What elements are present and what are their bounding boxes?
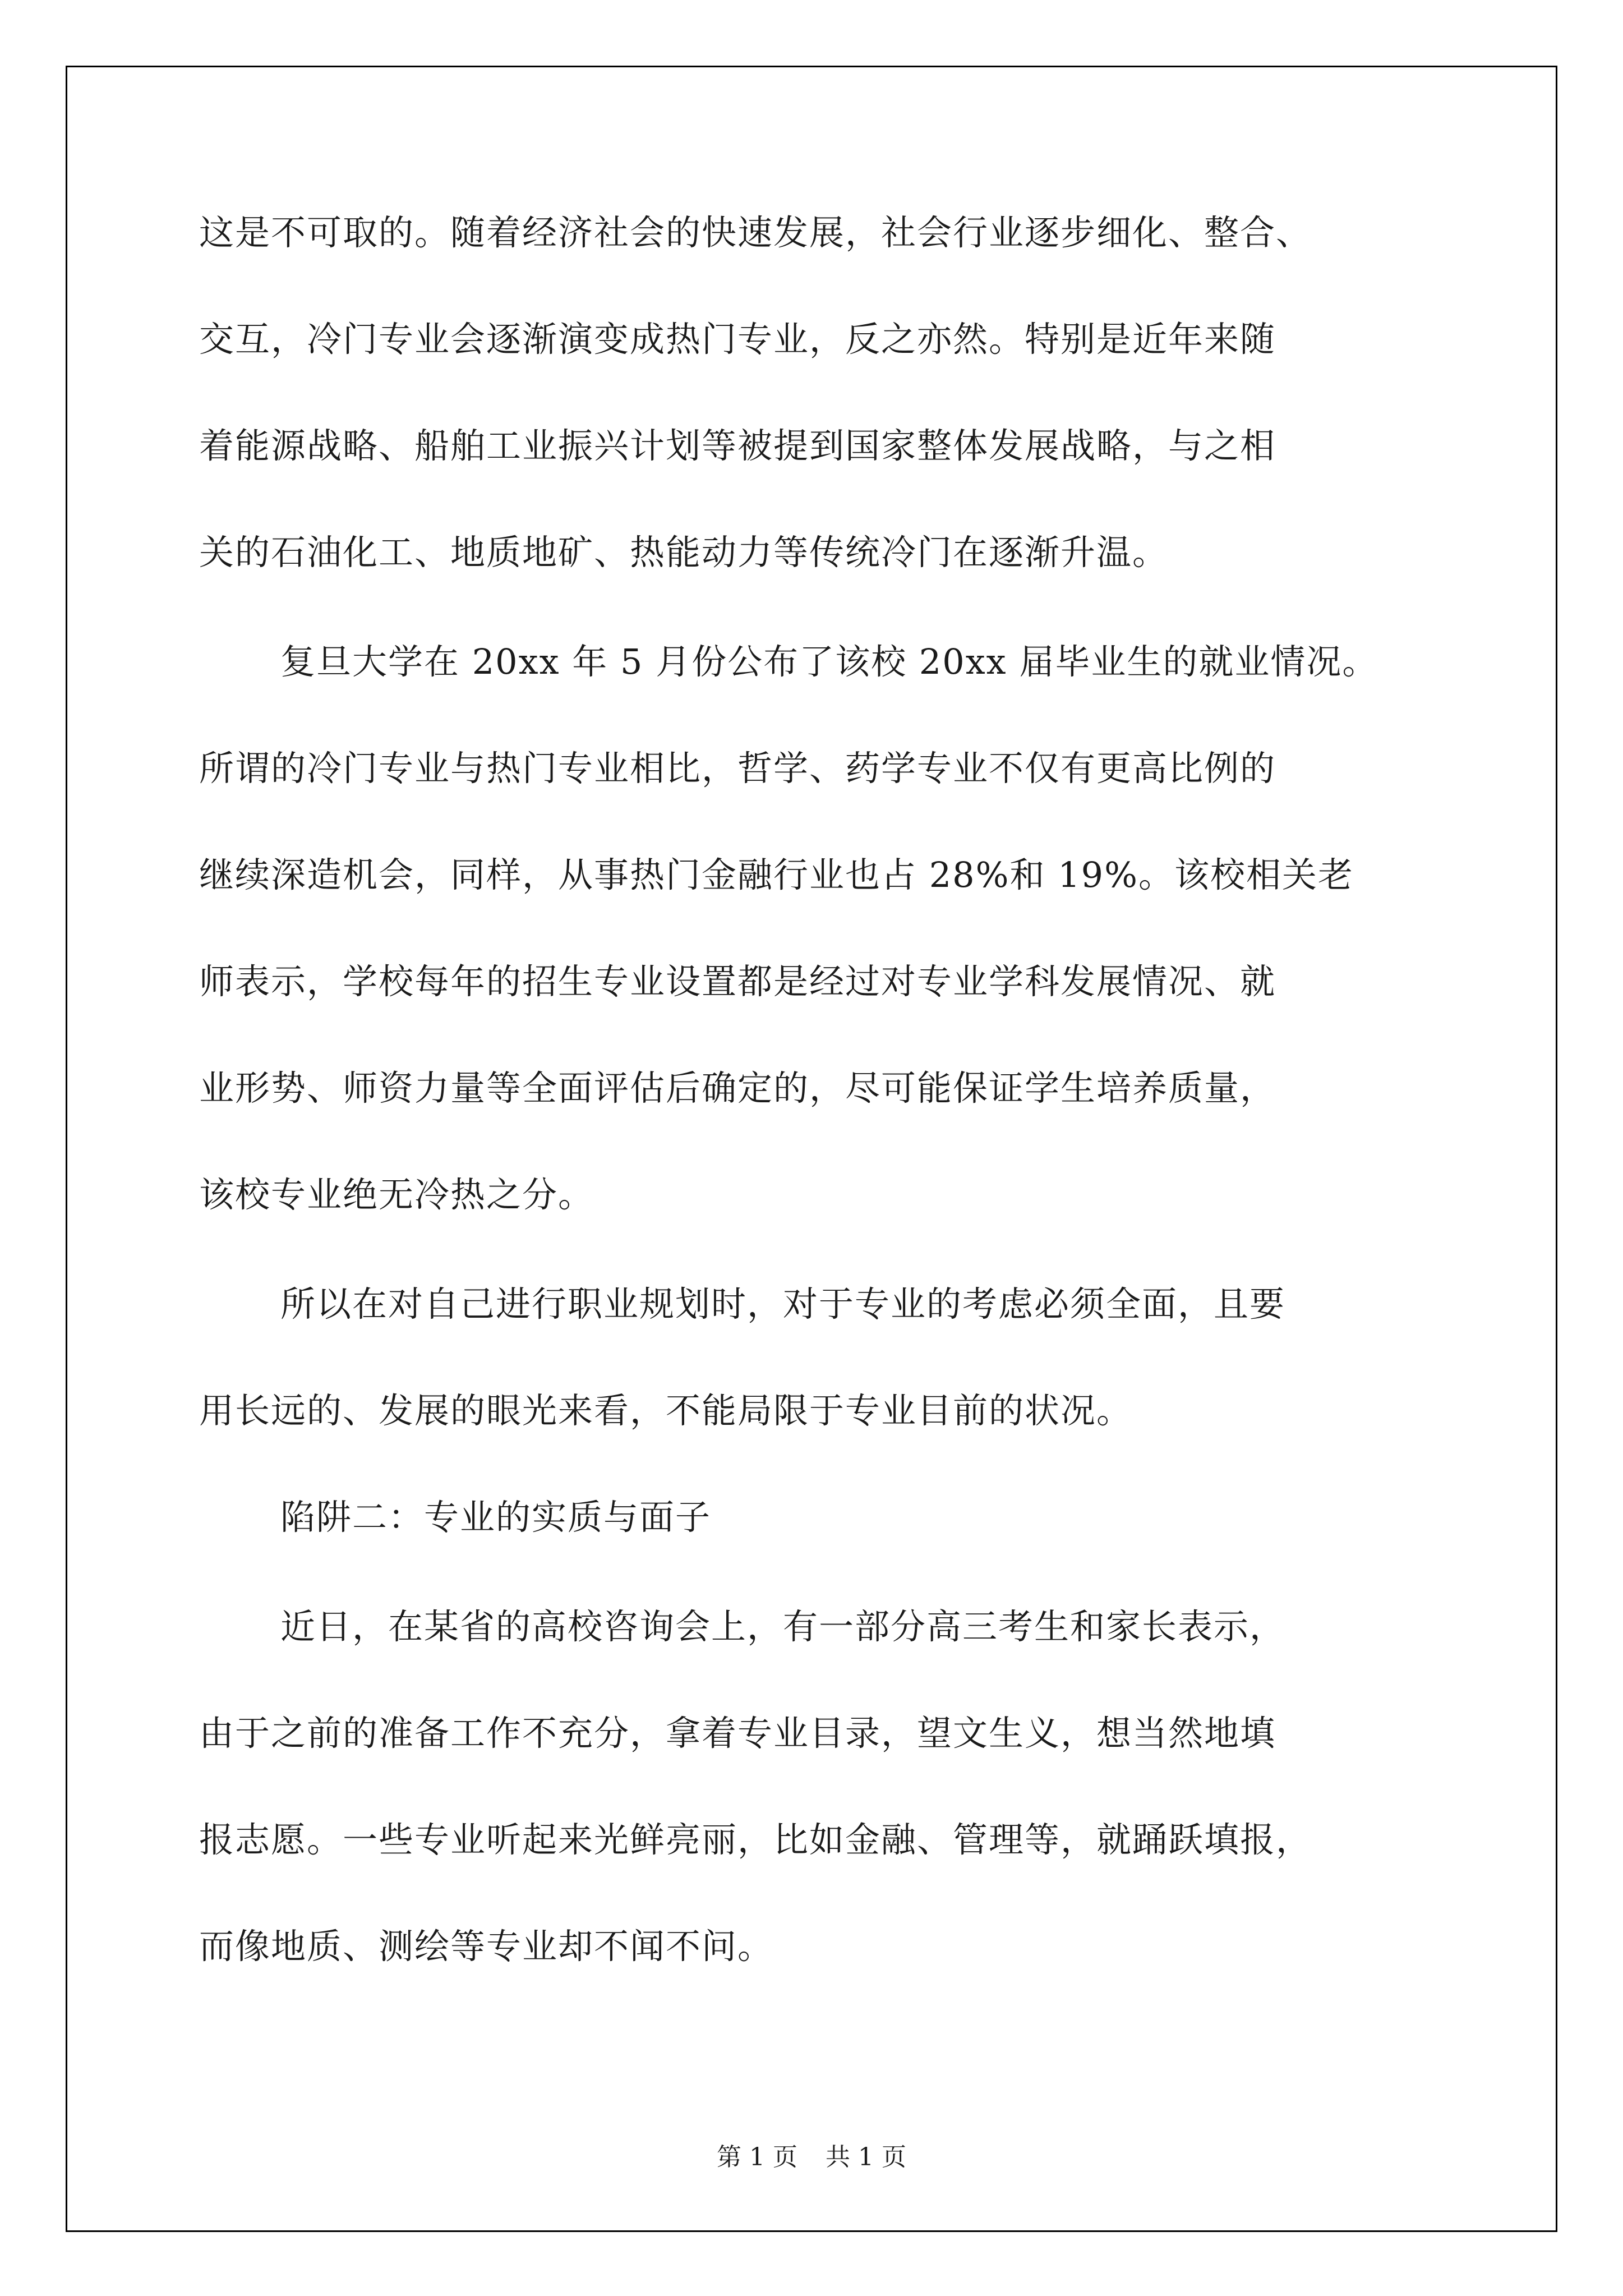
text-line: 由于之前的准备工作不充分，拿着专业目录，望文生义，想当然地填 [199, 1713, 1276, 1754]
page-total: 共 1 页 [826, 2143, 906, 2171]
text-line: 业形势、师资力量等全面评估后确定的，尽可能保证学生培养质量， [199, 1068, 1276, 1108]
text-line: 着能源战略、船舶工业振兴计划等被提到国家整体发展战略，与之相 [199, 425, 1276, 466]
text-line: 该校专业绝无冷热之分。 [199, 1174, 594, 1215]
text-line: 师表示，学校每年的招生专业设置都是经过对专业学科发展情况、就 [199, 961, 1276, 1002]
page-footer [0, 2142, 1623, 2173]
section-heading: 陷阱二：专业的实质与面子 [280, 1497, 712, 1538]
text-line: 报志愿。一些专业听起来光鲜亮丽，比如金融、管理等，就踊跃填报， [199, 1819, 1312, 1860]
text-line: 关的石油化工、地质地矿、热能动力等传统冷门在逐渐升温。 [199, 532, 1169, 573]
paragraph-first-line: 所以在对自己进行职业规划时，对于专业的考虑必须全面，且要 [280, 1283, 1286, 1324]
text-line: 用长远的、发展的眼光来看，不能局限于专业目前的状况。 [199, 1390, 1133, 1431]
page-number: 第 1 页 [717, 2143, 797, 2171]
text-line: 所谓的冷门专业与热门专业相比，哲学、药学专业不仅有更高比例的 [199, 748, 1276, 789]
paragraph-first-line: 近日，在某省的高校咨询会上，有一部分高三考生和家长表示， [280, 1606, 1286, 1647]
text-line: 继续深造机会，同样，从事热门金融行业也占 28%和 19%。该校相关老 [199, 854, 1354, 895]
text-line: 而像地质、测绘等专业却不闻不问。 [199, 1926, 774, 1967]
page-border [66, 66, 1557, 2232]
text-line: 这是不可取的。随着经济社会的快速发展，社会行业逐步细化、整合、 [199, 212, 1312, 253]
paragraph-first-line: 复旦大学在 20xx 年 5 月份公布了该校 20xx 届毕业生的就业情况。 [280, 641, 1378, 682]
text-line: 交互，冷门专业会逐渐演变成热门专业，反之亦然。特别是近年来随 [199, 319, 1276, 360]
